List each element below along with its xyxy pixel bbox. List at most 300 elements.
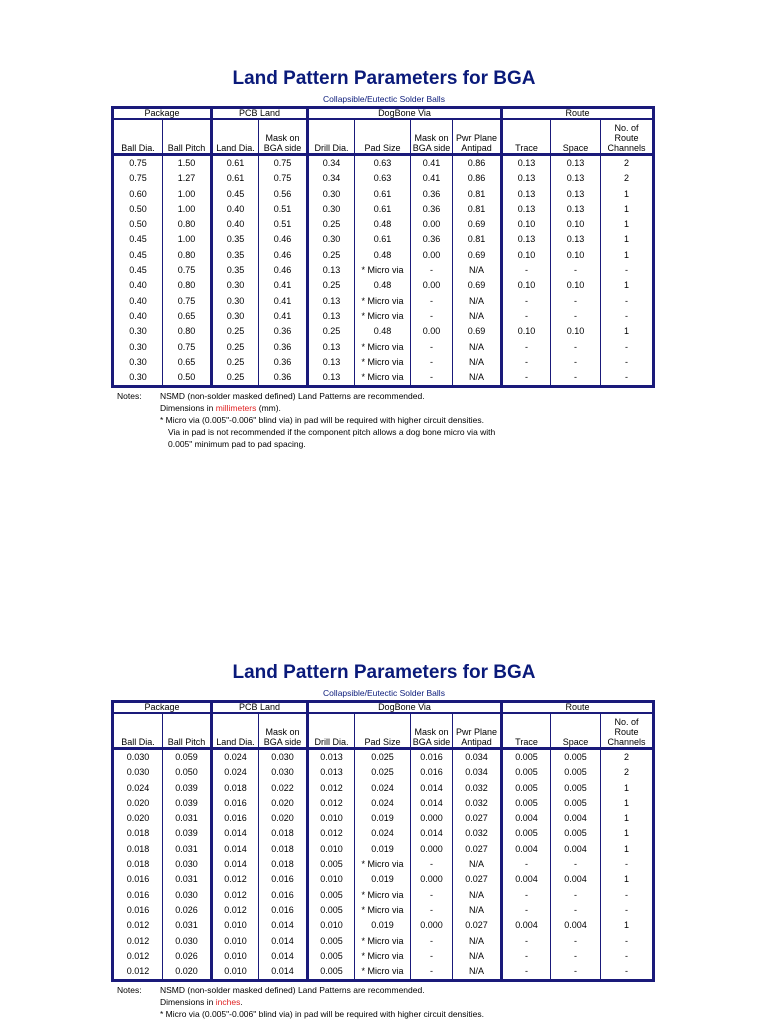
table-cell: 0.10 <box>500 324 550 339</box>
table-cell: 0.30 <box>129 372 147 383</box>
table-cell: 0.10 <box>550 248 600 263</box>
table-cell: - <box>500 949 550 964</box>
page-subtitle: Collapsible/Eutectic Solder Balls <box>323 94 445 104</box>
table-cell: N/A <box>452 355 500 370</box>
table-row <box>114 934 652 949</box>
table-cell: 1 <box>600 826 652 841</box>
page-subtitle-2: Collapsible/Eutectic Solder Balls <box>323 688 445 698</box>
table-cell: 1 <box>600 232 652 247</box>
table-cell: - <box>500 903 550 918</box>
table-cell: 2 <box>600 765 652 780</box>
table-cell: 0.005 <box>500 765 550 780</box>
table-cell: 0.016 <box>410 765 452 780</box>
table-cell: 0.13 <box>550 187 600 202</box>
dimension-unit: inches <box>215 997 241 1007</box>
table-row <box>114 765 652 780</box>
table-cell: - <box>550 340 600 355</box>
table-cell: 0.018 <box>258 826 306 841</box>
table-cell: 0.36 <box>410 187 452 202</box>
table-cell: 0.050 <box>162 765 210 780</box>
table-cell: 0.025 <box>354 750 410 765</box>
table-cell: 0.48 <box>354 278 410 293</box>
table-row <box>114 842 652 857</box>
table-cell: 0.016 <box>258 888 306 903</box>
table-cell: 0.016 <box>126 889 150 900</box>
table-cell: 0.005 <box>306 857 354 872</box>
column-header: Ball Dia. <box>114 120 162 156</box>
table-cell: 0.010 <box>306 842 354 857</box>
table-row <box>114 750 652 765</box>
table-cell: - <box>600 309 652 324</box>
column-header: Pwr Plane Antipad <box>452 714 500 750</box>
table-cell: 0.45 <box>129 265 147 276</box>
table-cell: 0.13 <box>550 171 600 186</box>
table-cell: 0.46 <box>258 248 306 263</box>
table-cell: 1.00 <box>162 202 210 217</box>
table-cell: N/A <box>452 309 500 324</box>
table-cell: - <box>600 888 652 903</box>
group-pcb-land: PCB Land <box>210 703 306 714</box>
table-cell: N/A <box>452 949 500 964</box>
table-cell: 0.019 <box>354 811 410 826</box>
table-row <box>114 263 652 278</box>
note-via-in-pad: Via in pad is not recommended if the component pitch allows a dog bone micro via with <box>168 427 496 437</box>
table-cell: 1 <box>600 872 652 887</box>
table-cell: - <box>600 857 652 872</box>
table-cell: 0.51 <box>258 202 306 217</box>
table-cell: 0.61 <box>354 202 410 217</box>
table-cell: 0.005 <box>500 796 550 811</box>
table-cell: 2 <box>600 171 652 186</box>
table-cell: 0.019 <box>354 872 410 887</box>
table-row <box>114 949 652 964</box>
page-title: Land Pattern Parameters for BGA <box>232 68 536 89</box>
table-cell: 0.36 <box>410 202 452 217</box>
table-container <box>111 106 655 388</box>
table-row <box>114 340 652 355</box>
table-cell: 0.024 <box>210 765 258 780</box>
column-header: No. of Route Channels <box>600 714 652 750</box>
table-cell: * Micro via <box>354 903 410 918</box>
table-cell: 0.014 <box>410 796 452 811</box>
table-cell: 0.61 <box>354 187 410 202</box>
table-cell: 0.000 <box>410 872 452 887</box>
table-cell: 0.005 <box>306 949 354 964</box>
table-cell: - <box>410 949 452 964</box>
table-cell: 1 <box>600 796 652 811</box>
column-header: Mask on BGA side <box>410 714 452 750</box>
table-cell: 0.059 <box>162 750 210 765</box>
table-cell: - <box>550 857 600 872</box>
notes-label: Notes: <box>117 391 142 401</box>
table-cell: - <box>600 949 652 964</box>
table-cell: 0.25 <box>306 217 354 232</box>
table-cell: 0.13 <box>306 355 354 370</box>
table-cell: 0.80 <box>162 217 210 232</box>
table-cell: 0.024 <box>354 796 410 811</box>
table-cell: 0.10 <box>500 278 550 293</box>
table-row <box>114 217 652 232</box>
table-cell: 0.69 <box>452 248 500 263</box>
table-cell: 0.014 <box>410 826 452 841</box>
table-cell: 0.010 <box>210 918 258 933</box>
table-cell: 0.40 <box>210 202 258 217</box>
table-cell: - <box>600 355 652 370</box>
table-cell: 0.039 <box>162 796 210 811</box>
table-cell: 0.10 <box>550 324 600 339</box>
group-dogbone-via: DogBone Via <box>306 109 500 120</box>
table-cell: 0.30 <box>210 278 258 293</box>
table-cell: N/A <box>452 263 500 278</box>
table-cell: 0.005 <box>550 796 600 811</box>
table-cell: 0.012 <box>210 903 258 918</box>
table-cell: 0.030 <box>126 752 150 762</box>
table-cell: 0.020 <box>126 797 150 808</box>
table-cell: 0.018 <box>210 781 258 796</box>
table-cell: * Micro via <box>354 964 410 979</box>
table-cell: 0.60 <box>129 188 147 199</box>
table-cell: 0.13 <box>306 370 354 385</box>
table-cell: 0.13 <box>550 202 600 217</box>
table-row <box>114 796 652 811</box>
table-cell: - <box>410 888 452 903</box>
column-header: Mask on BGA side <box>410 120 452 156</box>
table-cell: 1 <box>600 842 652 857</box>
table-row <box>114 918 652 933</box>
dimension-unit: millimeters <box>215 403 257 413</box>
column-header: Space <box>550 714 600 750</box>
table-row <box>114 248 652 263</box>
group-pcb-land: PCB Land <box>210 109 306 120</box>
land-pattern-table-mm <box>111 106 655 388</box>
table-cell: 1.00 <box>162 232 210 247</box>
table-cell: 0.10 <box>550 278 600 293</box>
table-cell: 0.30 <box>129 356 147 367</box>
table-cell: 0.014 <box>410 781 452 796</box>
table-cell: 0.027 <box>452 918 500 933</box>
table-cell: 0.13 <box>306 294 354 309</box>
table-cell: 0.016 <box>210 811 258 826</box>
table-cell: 0.014 <box>258 949 306 964</box>
table-cell: 0.75 <box>129 158 147 168</box>
table-cell: 0.014 <box>258 964 306 979</box>
table-cell: 0.35 <box>210 263 258 278</box>
table-cell: 0.25 <box>210 324 258 339</box>
table-cell: 0.034 <box>452 750 500 765</box>
table-cell: 0.018 <box>126 843 150 854</box>
note-nsmd: NSMD (non-solder masked defined) Land Patterns are recommended. <box>160 985 425 995</box>
group-dogbone-via: DogBone Via <box>306 703 500 714</box>
column-header: Drill Dia. <box>306 714 354 750</box>
table-cell: 0.86 <box>452 171 500 186</box>
table-cell: 0.005 <box>306 964 354 979</box>
table-cell: 0.010 <box>210 934 258 949</box>
table-cell: - <box>500 857 550 872</box>
table-cell: * Micro via <box>354 294 410 309</box>
group-header-row <box>114 703 652 714</box>
table-cell: * Micro via <box>354 949 410 964</box>
table-cell: N/A <box>452 857 500 872</box>
table-cell: 0.030 <box>162 857 210 872</box>
table-row <box>114 811 652 826</box>
table-cell: * Micro via <box>354 263 410 278</box>
table-row <box>114 278 652 293</box>
table-cell: * Micro via <box>354 857 410 872</box>
table-cell: 0.014 <box>258 918 306 933</box>
table-cell: - <box>410 903 452 918</box>
column-header: Mask on BGA side <box>258 714 306 750</box>
table-cell: 0.13 <box>550 156 600 171</box>
table-cell: 0.005 <box>500 826 550 841</box>
table-cell: - <box>500 934 550 949</box>
table-cell: 0.012 <box>210 888 258 903</box>
table-cell: 2 <box>600 750 652 765</box>
table-cell: 0.022 <box>258 781 306 796</box>
table-cell: N/A <box>452 964 500 979</box>
table-cell: 0.46 <box>258 232 306 247</box>
table-row <box>114 232 652 247</box>
note-micro-via: * Micro via (0.005"-0.006" blind via) in pad will be required with higher circuit densities. <box>160 415 484 425</box>
table-cell: - <box>550 309 600 324</box>
table-cell: 0.027 <box>452 872 500 887</box>
table-cell: 0.13 <box>306 340 354 355</box>
note-micro-via: * Micro via (0.005"-0.006" blind via) in pad will be required with higher circuit densities. <box>160 1009 484 1019</box>
table-cell: 0.41 <box>258 278 306 293</box>
table-cell: 1.00 <box>162 187 210 202</box>
table-cell: - <box>500 964 550 979</box>
table-cell: 1 <box>600 248 652 263</box>
table-cell: 0.48 <box>354 217 410 232</box>
table-cell: 0.026 <box>162 949 210 964</box>
table-cell: - <box>550 964 600 979</box>
table-cell: 0.50 <box>129 219 147 230</box>
column-header-row <box>114 120 652 156</box>
note-nsmd: NSMD (non-solder masked defined) Land Patterns are recommended. <box>160 391 425 401</box>
table-row <box>114 324 652 339</box>
table-cell: 0.75 <box>162 340 210 355</box>
table-cell: 0.65 <box>162 355 210 370</box>
table-cell: 0.024 <box>354 781 410 796</box>
table-row <box>114 171 652 186</box>
table-cell: 1.50 <box>162 156 210 171</box>
table-cell: 0.41 <box>258 294 306 309</box>
table-cell: 0.41 <box>410 156 452 171</box>
table-cell: 0.012 <box>306 796 354 811</box>
table-cell: 0.014 <box>210 857 258 872</box>
table-row <box>114 355 652 370</box>
table-cell: 0.013 <box>306 750 354 765</box>
table-cell: 0.010 <box>210 964 258 979</box>
table-cell: 0.030 <box>162 888 210 903</box>
table-cell: 0.30 <box>306 232 354 247</box>
table-cell: N/A <box>452 903 500 918</box>
table-cell: 0.25 <box>306 248 354 263</box>
table-cell: 1 <box>600 187 652 202</box>
column-header: Space <box>550 120 600 156</box>
table-cell: 0.40 <box>129 280 147 291</box>
table-cell: 0.40 <box>129 310 147 321</box>
table-cell: 1 <box>600 781 652 796</box>
table-cell: 0.61 <box>354 232 410 247</box>
table-cell: 0.020 <box>258 796 306 811</box>
table-cell: 0.031 <box>162 842 210 857</box>
table-cell: 0.80 <box>162 248 210 263</box>
table-cell: 0.13 <box>500 187 550 202</box>
table-row <box>114 888 652 903</box>
table-cell: 0.63 <box>354 156 410 171</box>
note-dimensions: Dimensions in millimeters (mm). <box>160 403 281 413</box>
table-cell: 0.69 <box>452 278 500 293</box>
table-cell: 0.016 <box>410 750 452 765</box>
table-cell: 0.13 <box>500 156 550 171</box>
table-cell: 0.012 <box>126 966 150 977</box>
table-cell: 1 <box>600 217 652 232</box>
table-cell: - <box>500 370 550 385</box>
table-cell: 0.014 <box>210 842 258 857</box>
table-cell: * Micro via <box>354 370 410 385</box>
table-cell: 1 <box>600 811 652 826</box>
table-body <box>114 750 652 979</box>
table-cell: 0.51 <box>258 217 306 232</box>
table-cell: 0.019 <box>354 842 410 857</box>
table-cell: 0.018 <box>258 842 306 857</box>
table-cell: 0.000 <box>410 918 452 933</box>
notes-label: Notes: <box>117 985 142 995</box>
table-cell: 0.00 <box>410 278 452 293</box>
column-header: Land Dia. <box>210 120 258 156</box>
column-header: No. of Route Channels <box>600 120 652 156</box>
table-cell: 0.010 <box>306 811 354 826</box>
table-cell: 0.000 <box>410 842 452 857</box>
table-body <box>114 156 652 385</box>
table-cell: - <box>410 263 452 278</box>
table-cell: 0.00 <box>410 248 452 263</box>
table-cell: 0.034 <box>452 765 500 780</box>
table-cell: 0.30 <box>129 341 147 352</box>
table-cell: 0.030 <box>258 765 306 780</box>
table-cell: - <box>500 355 550 370</box>
table-cell: 0.010 <box>306 872 354 887</box>
table-cell: 0.45 <box>129 249 147 260</box>
table-cell: 0.004 <box>550 842 600 857</box>
table-cell: 0.13 <box>500 202 550 217</box>
table-cell: 1 <box>600 324 652 339</box>
table-cell: 0.30 <box>210 309 258 324</box>
table-cell: 0.020 <box>126 813 150 824</box>
table-cell: 0.014 <box>258 934 306 949</box>
table-cell: 0.40 <box>129 295 147 306</box>
table-cell: 0.25 <box>306 278 354 293</box>
column-header: Ball Pitch <box>162 714 210 750</box>
table-cell: 0.65 <box>162 309 210 324</box>
table-cell: 0.10 <box>500 248 550 263</box>
table-cell: 0.016 <box>258 872 306 887</box>
land-pattern-table-inches <box>111 700 655 982</box>
table-cell: 0.56 <box>258 187 306 202</box>
table-cell: 0.012 <box>210 872 258 887</box>
table-cell: 0.000 <box>410 811 452 826</box>
table-row <box>114 872 652 887</box>
table-row <box>114 964 652 979</box>
column-header: Drill Dia. <box>306 120 354 156</box>
table-cell: 0.005 <box>550 826 600 841</box>
table-cell: 0.25 <box>210 340 258 355</box>
table-cell: - <box>600 934 652 949</box>
table-cell: 0.13 <box>306 309 354 324</box>
table-cell: 0.012 <box>306 781 354 796</box>
table-cell: - <box>550 949 600 964</box>
table-cell: 0.024 <box>126 782 150 793</box>
table-row <box>114 294 652 309</box>
table-cell: 0.005 <box>550 750 600 765</box>
table-cell: 0.004 <box>550 811 600 826</box>
table-cell: 0.36 <box>258 370 306 385</box>
group-route: Route <box>500 109 652 120</box>
table-cell: 0.016 <box>126 874 150 885</box>
table-cell: 0.10 <box>550 217 600 232</box>
table-cell: 0.61 <box>210 156 258 171</box>
table-cell: - <box>410 309 452 324</box>
table-cell: 0.46 <box>258 263 306 278</box>
table-cell: - <box>410 340 452 355</box>
table-cell: 0.030 <box>126 767 150 778</box>
table-row <box>114 781 652 796</box>
table-cell: 0.026 <box>162 903 210 918</box>
column-header: Pad Size <box>354 714 410 750</box>
table-cell: 0.81 <box>452 202 500 217</box>
table-cell: 0.36 <box>258 355 306 370</box>
table-cell: - <box>500 309 550 324</box>
table-cell: - <box>500 263 550 278</box>
table-cell: 0.012 <box>126 920 150 931</box>
table-cell: 1 <box>600 202 652 217</box>
table-cell: - <box>500 294 550 309</box>
table-cell: 0.75 <box>129 173 147 184</box>
table-cell: 0.10 <box>500 217 550 232</box>
table-cell: 0.012 <box>126 935 150 946</box>
table-cell: - <box>500 340 550 355</box>
table-cell: 0.024 <box>210 750 258 765</box>
table-cell: 0.016 <box>126 904 150 915</box>
table-cell: * Micro via <box>354 309 410 324</box>
table-cell: - <box>600 903 652 918</box>
table-cell: 0.48 <box>354 324 410 339</box>
table-cell: 0.004 <box>550 872 600 887</box>
table-cell: 0.014 <box>210 826 258 841</box>
table-cell: 0.35 <box>210 248 258 263</box>
table-cell: 0.032 <box>452 796 500 811</box>
table-cell: 0.13 <box>500 232 550 247</box>
table-cell: 0.25 <box>210 355 258 370</box>
table-cell: - <box>410 370 452 385</box>
table-cell: 0.030 <box>258 750 306 765</box>
table-cell: 0.45 <box>210 187 258 202</box>
table-cell: 0.004 <box>500 811 550 826</box>
table-cell: 0.45 <box>129 234 147 245</box>
column-header: Mask on BGA side <box>258 120 306 156</box>
table-cell: 0.34 <box>306 171 354 186</box>
table-cell: 0.025 <box>354 765 410 780</box>
table-cell: N/A <box>452 888 500 903</box>
table-row <box>114 309 652 324</box>
group-package: Package <box>114 109 210 120</box>
column-header: Trace <box>500 120 550 156</box>
table-row <box>114 826 652 841</box>
table-cell: 0.81 <box>452 232 500 247</box>
group-header-row <box>114 109 652 120</box>
table-cell: 1 <box>600 278 652 293</box>
table-cell: 0.018 <box>126 859 150 870</box>
